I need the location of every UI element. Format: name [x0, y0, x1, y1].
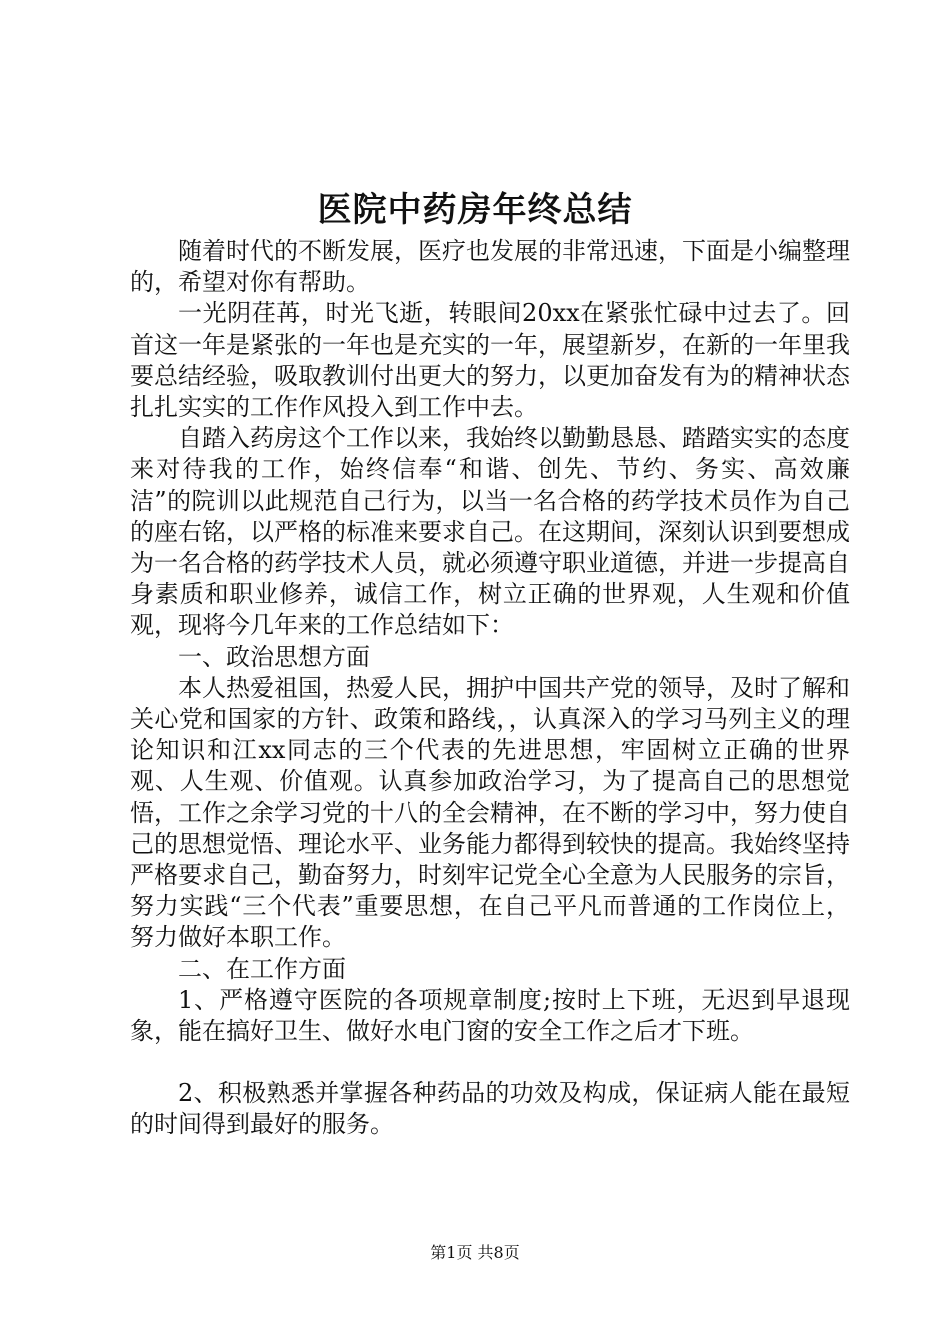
section-heading-work: 二、在工作方面	[178, 954, 346, 983]
paragraph-political: 本人热爱祖国，热爱人民，拥护中国共产党的领导，及时了解和关心党和国家的方针、政策和路线，，认真深入的学习马列主义的理论知识和江xx同志的三个代表的先进思想，牢固树立正确的世界观、人生观、价值观。认真参加政治学习，为了提高自己的思想觉悟，工作之余学习党的十八的全会精神，在不断的学习中，努力使自己的思想觉悟、理论水平、业务能力都得到较快的提高。我始终坚持严格要求自己，勤奋努力，时刻牢记党全心全意为人民服务的宗旨，努力实践“三个代表”重要思想，在自己平凡而普通的工作岗位上，努力做好本职工作。	[130, 673, 850, 952]
section-heading-political: 一、政治思想方面	[178, 642, 370, 671]
page-footer: 第1页 共8页	[430, 1243, 520, 1262]
paragraph-work-attitude: 自踏入药房这个工作以来，我始终以勤勤恳恳、踏踏实实的态度来对待我的工作，始终信奉“和谐、创先、节约、务实、高效廉洁”的院训以此规范自己行为，以当一名合格的药学技术员作为自己的座右铭，以严格的标准来要求自己。在这期间，深刻认识到要想成为一名合格的药学技术人员，就必须遵守职业道德，并进一步提高自身素质和职业修养，诚信工作，树立正确的世界观，人生观和价值观，现将今几年来的工作总结如下：	[130, 424, 850, 640]
document-title: 医院中药房年终总结	[317, 190, 633, 230]
paragraph-intro: 随着时代的不断发展，医疗也发展的非常迅速，下面是小编整理的，希望对你有帮助。	[130, 237, 850, 297]
paragraph-work-item-1: 1、严格遵守医院的各项规章制度;按时上下班，无迟到早退现象，能在搞好卫生、做好水电门窗的安全工作之后才下班。	[130, 985, 850, 1046]
document-body	[130, 236, 850, 1141]
paragraph-year-review: 一光阴荏苒，时光飞逝，转眼间20xx在紧张忙碌中过去了。回首这一年是紧张的一年也是充实的一年，展望新岁，在新的一年里我要总结经验，吸取教训付出更大的努力，以更加奋发有为的精神状态扎扎实实的工作作风投入到工作中去。	[130, 299, 850, 422]
paragraph-work-item-2: 2、积极熟悉并掌握各种药品的功效及构成，保证病人能在最短的时间得到最好的服务。	[130, 1079, 850, 1139]
